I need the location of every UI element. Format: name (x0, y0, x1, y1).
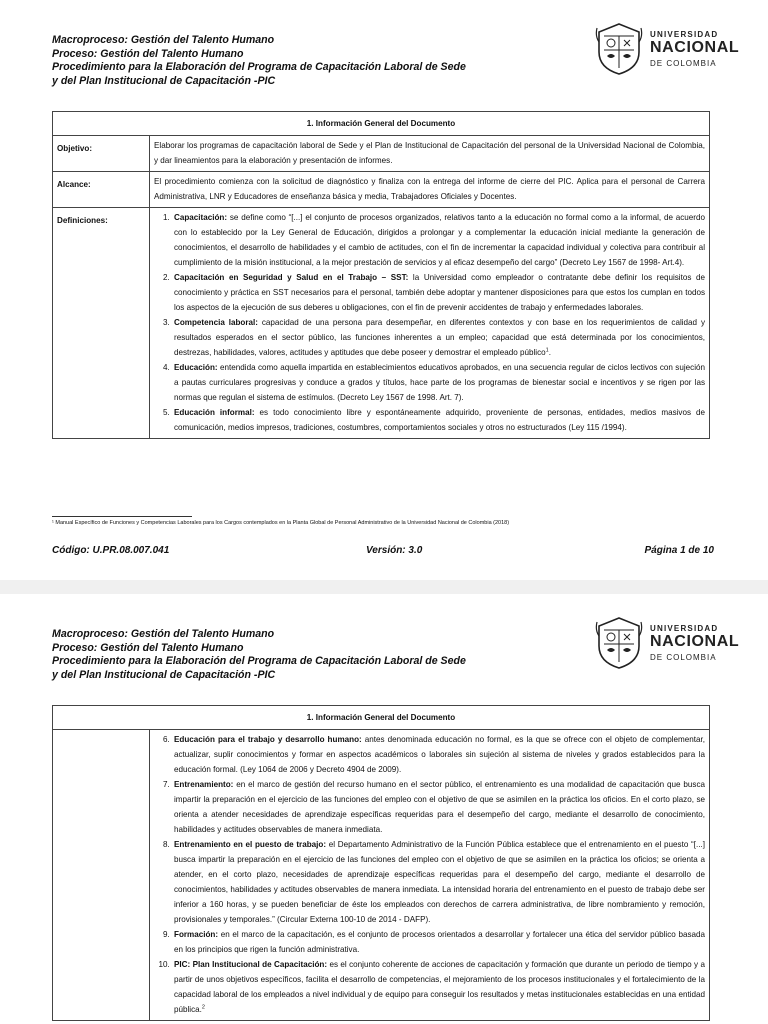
definition-item (172, 360, 705, 405)
footnote-divider (52, 516, 192, 517)
alcance-row (53, 172, 710, 208)
document-info-table (52, 111, 710, 439)
document-page-2 (0, 594, 768, 1024)
definition-item (172, 405, 705, 435)
empty-label-cell (53, 730, 150, 1021)
footer-page-number: Página 1 de 10 (644, 545, 714, 556)
objetivo-text: Elaborar los programas de capacitación laboral de Sede y el Plan de Institucional de Capacitación del personal de la Universidad Nacional de Colombia, y dar lineamientos para la elaboración y presentación de informes. (150, 136, 710, 172)
logo-text-universidad: UNIVERSIDAD (650, 624, 719, 633)
definition-text: se define como “[...] el conjunto de procesos organizados, relativos tanto a la educación no formal como a la informal, de acuerdo con lo establecido por la Ley General de Educación, dirigidos a prolongar y a complementar la educación inicial mediante la generación de conocimientos, el desarrollo de habilidades y el cambio de actitudes, con el fin de incrementar la capacidad individual y colectiva para contribuir al cumplimiento de la misión institucional, a la mejor prestación de servicios y al eficaz desempeño del cargo” (Decreto Ley 1567 de 1998- Art.4). (174, 213, 705, 267)
definition-term: Formación: (174, 930, 219, 939)
header-procedimiento: Procedimiento para la Elaboración del Programa de Capacitación Laboral de Sede (52, 655, 466, 668)
footnote-marker[interactable]: 1 (545, 347, 549, 354)
definition-term: Capacitación en Seguridad y Salud en el Trabajo – SST: (174, 273, 409, 282)
document-header (52, 628, 472, 682)
definition-item (172, 210, 705, 270)
logo-text-de-colombia: DE COLOMBIA (650, 59, 717, 68)
definition-term: Entrenamiento en el puesto de trabajo: (174, 840, 327, 849)
definition-text: en el marco de gestión del recurso humano en el sector público, el entrenamiento es una modalidad de capacitación que busca impartir la preparación en el ejercicio de las funciones del empleo con el objetivo de que se asimilen en la práctica los oficios. En el corto plazo, se orienta a atender necesidades de aprendizaje específicas requeridas para el desempeño del cargo, mediante el desarrollo de conocimiento, habilidades y actitudes observables de manera inmediata. (174, 780, 705, 834)
definition-item (172, 837, 705, 927)
header-procedimiento-cont: y del Plan Institucional de Capacitación -PIC (52, 668, 276, 681)
header-procedimiento-cont: y del Plan Institucional de Capacitación -PIC (52, 74, 276, 87)
definiciones-cell (150, 208, 710, 439)
page-separator (0, 580, 768, 594)
logo-text-universidad: UNIVERSIDAD (650, 30, 719, 39)
header-macroproceso: Macroproceso: Gestión del Talento Humano (52, 34, 275, 46)
objetivo-row (53, 136, 710, 172)
definiciones-row (53, 208, 710, 439)
university-logo (594, 616, 744, 670)
header-proceso: Proceso: Gestión del Talento Humano (52, 641, 244, 654)
section-title: 1. Información General del Documento (53, 706, 710, 730)
alcance-text: El procedimiento comienza con la solicitud de diagnóstico y finaliza con la entrega del informe de cierre del PIC. Aplica para el personal de Carrera Administrativa, LNR y Educadores de enseñanza básica y media, Trabajadores Oficiales y Docentes. (150, 172, 710, 208)
definition-term: Educación para el trabajo y desarrollo humano: (174, 735, 362, 744)
definition-item (172, 957, 705, 1017)
university-logo (594, 22, 744, 76)
definition-term: Competencia laboral: (174, 318, 258, 327)
header-procedimiento: Procedimiento para la Elaboración del Programa de Capacitación Laboral de Sede (52, 61, 466, 74)
definitions-list (154, 210, 705, 435)
logo-text-nacional: NACIONAL (650, 633, 740, 650)
document-header (52, 34, 472, 88)
footer-code: Código: U.PR.08.007.041 (52, 545, 170, 556)
definition-text: es todo conocimiento libre y espontáneamente adquirido, proveniente de personas, entidades, medios masivos de comunicación, medios impresos, tradiciones, costumbres, comportamientos sociales y otros no estructurados (Ley 115 /1994). (174, 408, 705, 432)
definiciones-label: Definiciones: (53, 208, 150, 439)
logo-text-nacional: NACIONAL (650, 39, 740, 56)
section-title: 1. Información General del Documento (53, 112, 710, 136)
definition-item (172, 927, 705, 957)
definition-text: capacidad de una persona para desempeñar, en diferentes contextos y con base en los requerimientos de calidad y resultados esperados en el sector público, las funciones inherentes a un empleo; capacidad que está determinada por los conocimientos, destrezas, habilidades, valores, actitudes y aptitudes que debe poseer y demostrar el empleado público (174, 318, 705, 357)
definition-term: Capacitación: (174, 213, 228, 222)
definition-term: Educación: (174, 363, 218, 372)
definition-term: Educación informal: (174, 408, 255, 417)
crest-icon (594, 616, 644, 670)
definition-text: en el marco de la capacitación, es el conjunto de procesos orientados a desarrollar y fortalecer una ética del servidor público basada en los principios que rigen la función administrativa. (174, 930, 705, 954)
definition-item (172, 270, 705, 315)
header-macroproceso: Macroproceso: Gestión del Talento Humano (52, 628, 275, 640)
crest-icon (594, 22, 644, 76)
definition-text: entendida como aquella impartida en establecimientos educativos aprobados, en una secuencia regular de ciclos lectivos con sujeción a pautas curriculares progresivas y conduce a grados y títulos, hace parte de los programas de bienestar social e incentivos y se rigen por las normas que regulan el sistema de estímulos. (Decreto Ley 1567 de 1998. Art. 7). (174, 363, 705, 402)
footer-version: Versión: 3.0 (366, 545, 423, 556)
objetivo-label: Objetivo: (53, 136, 150, 172)
document-info-table-continued (52, 705, 710, 1021)
definition-item (172, 777, 705, 837)
definition-text: antes denominada educación no formal, es la que se ofrece con el objeto de complementar, actualizar, suplir conocimientos y formar en aspectos académicos o laborales sin sujeción al sistema de niveles y grados establecidos para la educación formal. (Ley 1064 de 2006 y Decreto 4904 de 2009). (174, 735, 705, 774)
definition-term: PIC: Plan Institucional de Capacitación: (174, 960, 328, 969)
header-proceso: Proceso: Gestión del Talento Humano (52, 47, 244, 60)
alcance-label: Alcance: (53, 172, 150, 208)
definitions-list (154, 732, 705, 1017)
definition-term: Entrenamiento: (174, 780, 234, 789)
definiciones-cell (150, 730, 710, 1021)
definition-text: es el conjunto coherente de acciones de capacitación y formación que durante un periodo de tiempo y a partir de unos objetivos específicos, facilita el desarrollo de competencias, el mejoramiento de los procesos institucionales y el fortalecimiento de la capacidad laboral de los empleados a nivel individual y de equipo para conseguir los resultados y metas institucionales establecidas en una entidad pública. (174, 960, 705, 1014)
definition-item (172, 732, 705, 777)
definition-text: la Universidad como empleador o contratante debe definir los requisitos de conocimiento y práctica en SST necesarios para el personal, también debe adoptar y mantener disposiciones para que estos los cumplan en todos los aspectos de la ejecución de sus deberes u obligaciones, con el fin de prevenir accidentes de trabajo y enfermedades laborales. (174, 273, 705, 312)
definiciones-row-continued (53, 730, 710, 1021)
logo-text-de-colombia: DE COLOMBIA (650, 653, 717, 662)
definition-text-tail: . (548, 348, 551, 357)
definition-item (172, 315, 705, 360)
definition-text: el Departamento Administrativo de la Función Pública establece que el entrenamiento en el puesto “[...] busca impartir la preparación en el ejercicio de las funciones del empleo con el objetivo de que se asimilen en la práctica los oficios; se orienta a atender, en el corto plazo, necesidades de aprendizaje específicas requeridas para el desempeño del cargo, mediante el desarrollo de conocimientos, habilidades y actitudes observables de manera inmediata. La intensidad horaria del entrenamiento en el puesto de trabajo debe ser inferior a 160 horas, y se pueden beneficiar de éste los empleados con derechos de carrera administrativa, de libre nombramiento y remoción, provisionales y temporales.” (Circular Externa 100-10 de 2014 - DAFP). (174, 840, 705, 924)
footnote-marker[interactable]: 2 (201, 1004, 205, 1011)
footnote: ¹ Manual Específico de Funciones y Competencias Laborales para los Cargos contemplados en la Planta Global de Personal Administrativo de la Universidad Nacional de Colombia (2018) (52, 520, 510, 526)
